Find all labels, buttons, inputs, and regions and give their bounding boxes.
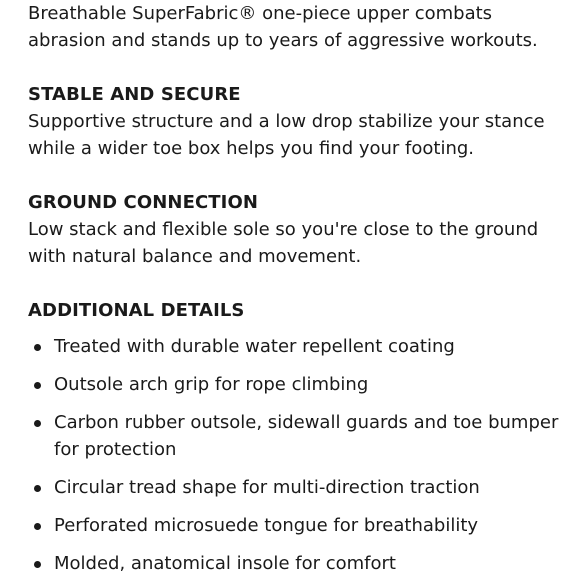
section-stable-and-secure [28,82,568,162]
list-item-text: Carbon rubber outsole, sidewall guards and toe bumper for protection [54,412,559,460]
bullet-icon [34,485,41,492]
list-item-text: Treated with durable water repellent coating [54,336,455,357]
bullet-icon [34,420,41,427]
product-description [28,0,568,580]
intro-paragraph: Breathable SuperFabric® one-piece upper combats abrasion and stands up to years of aggressive workouts. [28,3,538,51]
bullet-icon [34,523,41,530]
list-item [28,512,568,539]
bullet-icon [34,561,41,568]
section-ground-connection [28,190,568,270]
list-item-text: Perforated microsuede tongue for breathability [54,515,479,536]
list-item [28,333,568,360]
bullet-icon [34,344,41,351]
list-item-text: Molded, anatomical insole for comfort [54,553,396,574]
section-paragraph: Low stack and flexible sole so you're close to the ground with natural balance and movement. [28,219,539,267]
list-item-text: Outsole arch grip for rope climbing [54,374,369,395]
list-item [28,474,568,501]
section-heading: ADDITIONAL DETAILS [28,300,245,321]
details-list [28,333,568,577]
list-item [28,550,568,577]
list-item [28,371,568,398]
section-paragraph: Supportive structure and a low drop stabilize your stance while a wider toe box helps you find your footing. [28,111,545,159]
section-heading: GROUND CONNECTION [28,192,259,213]
bullet-icon [34,382,41,389]
list-item [28,409,568,463]
list-item-text: Circular tread shape for multi-direction traction [54,477,480,498]
section-additional-details [28,298,568,577]
section-heading: STABLE AND SECURE [28,84,241,105]
